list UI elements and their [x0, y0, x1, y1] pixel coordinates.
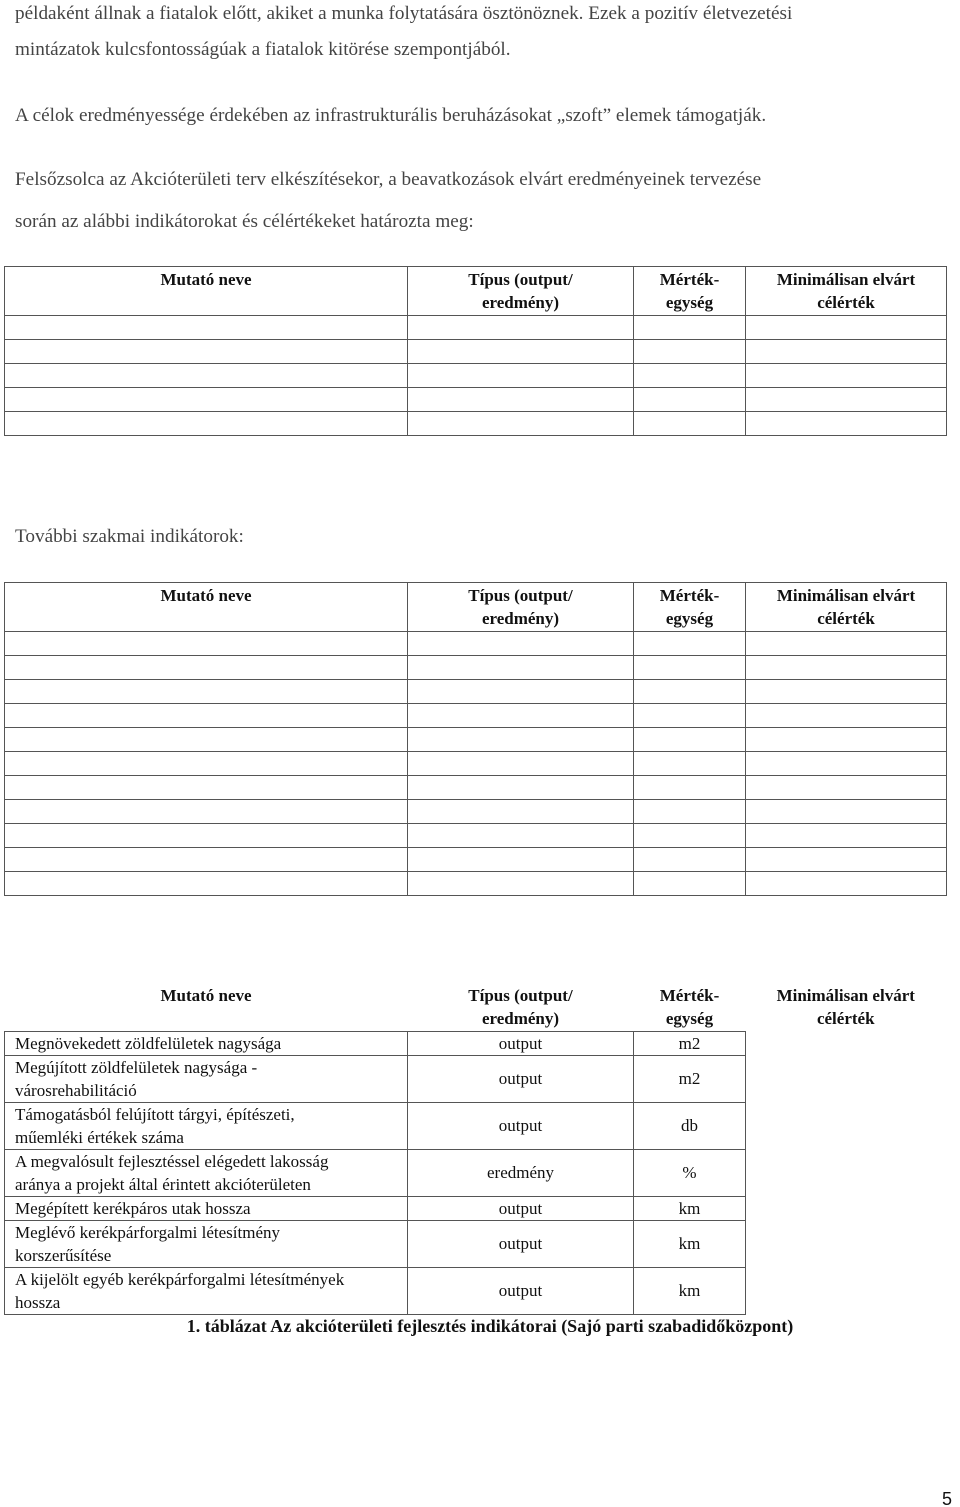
indicator-unit: km — [634, 1196, 746, 1220]
table-row — [5, 1220, 947, 1267]
indicator-target — [746, 1267, 947, 1314]
table-row — [5, 1267, 947, 1314]
header-type: Típus (output/ eredmény) — [408, 583, 634, 632]
header-name: Mutató neve — [5, 583, 408, 632]
header-target: Minimálisan elvárt célérték — [746, 583, 947, 632]
header-type: Típus (output/ eredmény) — [408, 267, 634, 316]
header-name: Mutató neve — [160, 986, 252, 1005]
paragraph-line: A célok eredményessége érdekében az infrastrukturális beruházásokat „szoft” elemek támogatják. — [15, 105, 767, 126]
table-caption: 1. táblázat Az akcióterületi fejlesztés indikátorai (Sajó parti szabadidőközpont) — [186, 1316, 794, 1336]
section-label: További szakmai indikátorok: — [15, 526, 244, 547]
indicator-type: eredmény — [408, 1149, 634, 1196]
table-row — [5, 632, 947, 656]
indicator-name: Megépített kerékpáros utak hossza — [5, 1196, 408, 1220]
table-row — [5, 340, 947, 364]
table-row — [5, 656, 947, 680]
paragraph-line: Felsőzsolca az Akcióterületi terv elkészítésekor, a beavatkozások elvárt eredményeinek tervezése — [15, 169, 762, 190]
indicator-type: output — [408, 1220, 634, 1267]
table-row — [5, 800, 947, 824]
indicator-target — [746, 1102, 947, 1149]
indicator-unit: db — [634, 1102, 746, 1149]
header-type: Típus (output/ eredmény) — [468, 986, 573, 1028]
indicator-target — [746, 1220, 947, 1267]
table-row — [5, 680, 947, 704]
indicator-name: Megújított zöldfelületek nagysága - városrehabilitáció — [5, 1055, 408, 1102]
table-row — [5, 704, 947, 728]
indicator-unit: km — [634, 1220, 746, 1267]
indicator-table-2 — [4, 582, 947, 896]
table-row — [5, 1102, 947, 1149]
indicator-target — [746, 1196, 947, 1220]
table-row — [5, 1149, 947, 1196]
paragraph-line: során az alábbi indikátorokat és célértékeket határozta meg: — [15, 211, 474, 232]
indicator-unit: % — [634, 1149, 746, 1196]
indicator-target — [746, 1055, 947, 1102]
table-row — [5, 728, 947, 752]
table-row — [5, 364, 947, 388]
table-row — [5, 1196, 947, 1220]
indicator-unit: km — [634, 1267, 746, 1314]
table-row — [5, 872, 947, 896]
paragraph-line: példaként állnak a fiatalok előtt, akiket a munka folytatására ösztönöznek. Ezek a pozitív életvezetési — [15, 3, 793, 24]
indicator-unit: m2 — [634, 1031, 746, 1055]
header-target: Minimálisan elvárt célérték — [746, 267, 947, 316]
indicator-type: output — [408, 1102, 634, 1149]
indicator-type: output — [408, 1196, 634, 1220]
table-row — [5, 1055, 947, 1102]
table-row — [5, 412, 947, 436]
indicator-target — [746, 1031, 947, 1055]
indicator-name: Megnövekedett zöldfelületek nagysága — [5, 1031, 408, 1055]
indicator-name: Támogatásból felújított tárgyi, építészeti, műemléki értékek száma — [5, 1102, 408, 1149]
header-unit: Mérték- egység — [634, 267, 746, 316]
paragraph-line: mintázatok kulcsfontosságúak a fiatalok kitörése szempontjából. — [15, 39, 511, 60]
header-target: Minimálisan elvárt célérték — [776, 986, 915, 1028]
indicator-type: output — [408, 1267, 634, 1314]
header-name: Mutató neve — [5, 267, 408, 316]
indicator-type: output — [408, 1031, 634, 1055]
indicator-target — [746, 1149, 947, 1196]
table-row — [5, 388, 947, 412]
indicator-table-3 — [4, 983, 947, 1315]
indicator-name: A megvalósult fejlesztéssel elégedett lakosság aránya a projekt által érintett akcióterületen — [5, 1149, 408, 1196]
indicator-unit: m2 — [634, 1055, 746, 1102]
table-row — [5, 316, 947, 340]
indicator-type: output — [408, 1055, 634, 1102]
header-unit: Mérték- egység — [634, 583, 746, 632]
table-row — [5, 776, 947, 800]
table-row — [5, 848, 947, 872]
header-unit: Mérték- egység — [659, 986, 720, 1028]
page-number: 5 — [942, 1489, 953, 1507]
table-row — [5, 824, 947, 848]
table-row — [5, 752, 947, 776]
indicator-name: Meglévő kerékpárforgalmi létesítmény korszerűsítése — [5, 1220, 408, 1267]
indicator-table-1 — [4, 266, 947, 436]
indicator-name: A kijelölt egyéb kerékpárforgalmi létesítmények hossza — [5, 1267, 408, 1314]
table-row — [5, 1031, 947, 1055]
